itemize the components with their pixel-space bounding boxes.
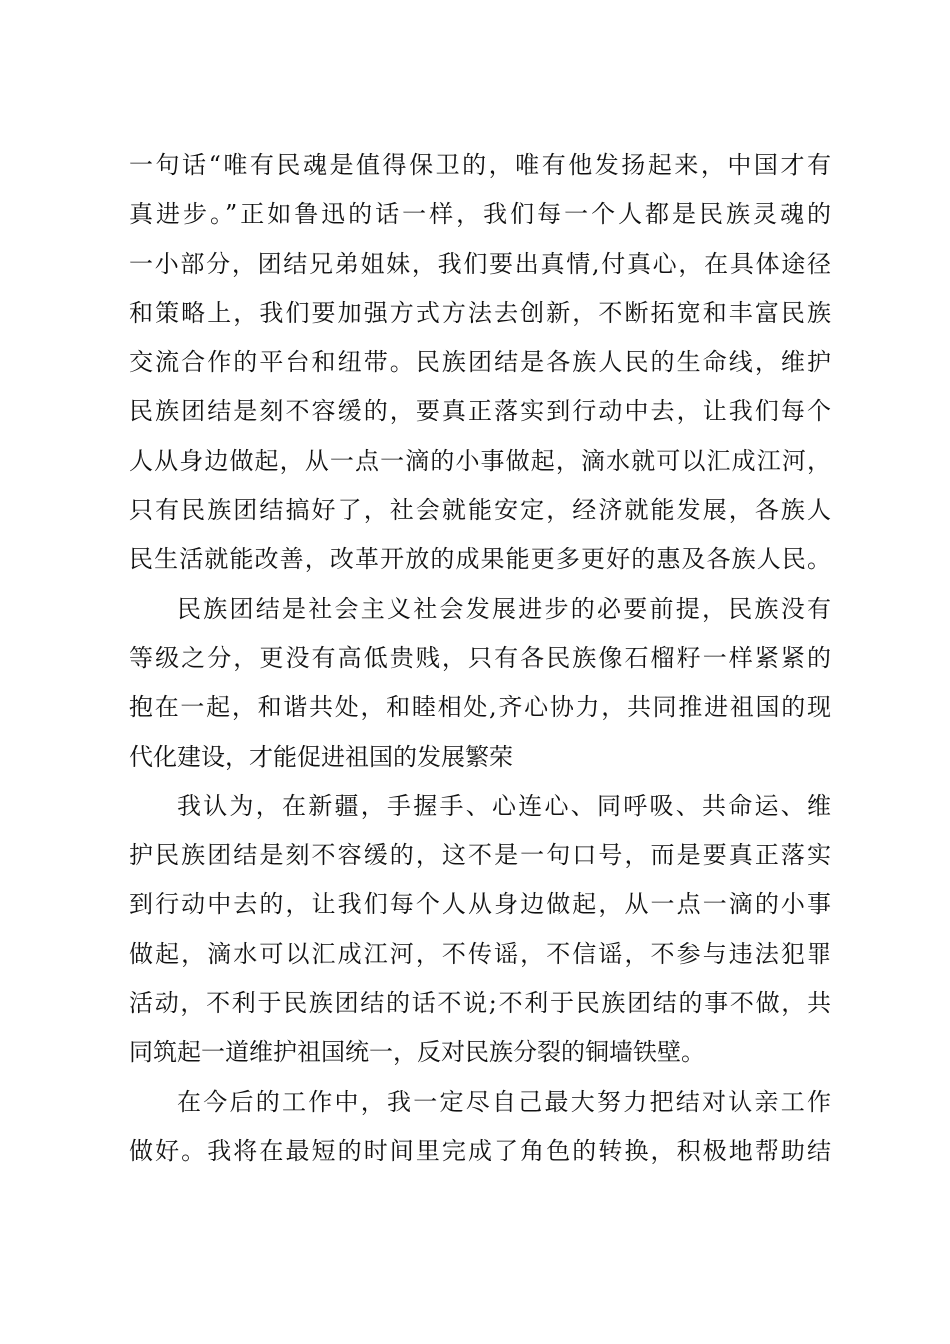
text-line: 一小部分，团结兄弟姐妹，我们要出真情,付真心，在具体途径 bbox=[129, 249, 831, 278]
document-body bbox=[129, 141, 831, 1176]
text-line: 只有民族团结搞好了，社会就能安定，经济就能发展，各族人 bbox=[129, 496, 831, 525]
text-line: 做好。我将在最短的时间里完成了角色的转换，积极地帮助结 bbox=[129, 1136, 831, 1165]
text-line: 护民族团结是刻不容缓的，这不是一句口号，而是要真正落实 bbox=[129, 841, 831, 870]
text-line: 人从身边做起，从一点一滴的小事做起，滴水就可以汇成江河， bbox=[129, 446, 831, 475]
text-line: 真进步。”正如鲁迅的话一样，我们每一个人都是民族灵魂的 bbox=[129, 200, 831, 229]
text-line: 在今后的工作中，我一定尽自己最大努力把结对认亲工作 bbox=[177, 1087, 831, 1116]
text-line: 抱在一起，和谐共处，和睦相处,齐心协力，共同推进祖国的现 bbox=[129, 693, 831, 722]
text-line: 和策略上，我们要加强方式方法去创新，不断拓宽和丰富民族 bbox=[129, 298, 831, 327]
paragraph bbox=[129, 141, 831, 585]
text-line: 到行动中去的，让我们每个人从身边做起，从一点一滴的小事 bbox=[129, 890, 831, 919]
paragraph bbox=[129, 1078, 831, 1177]
text-line: 我认为，在新疆，手握手、心连心、同呼吸、共命运、维 bbox=[177, 791, 831, 820]
text-line: 同筑起一道维护祖国统一，反对民族分裂的铜墙铁壁。 bbox=[129, 1038, 705, 1067]
paragraph bbox=[129, 782, 831, 1078]
text-line: 一句话“唯有民魂是值得保卫的，唯有他发扬起来，中国才有 bbox=[129, 151, 831, 179]
text-line: 民族团结是社会主义社会发展进步的必要前提，民族没有 bbox=[177, 594, 831, 623]
paragraph bbox=[129, 585, 831, 782]
text-line: 活动，不利于民族团结的话不说;不利于民族团结的事不做，共 bbox=[129, 989, 831, 1018]
text-line: 等级之分，更没有高低贵贱，只有各民族像石榴籽一样紧紧的 bbox=[129, 643, 831, 672]
text-line: 民生活就能改善，改革开放的成果能更多更好的惠及各族人民。 bbox=[129, 545, 831, 574]
text-line: 交流合作的平台和纽带。民族团结是各族人民的生命线，维护 bbox=[129, 348, 831, 377]
text-line: 代化建设，才能促进祖国的发展繁荣 bbox=[129, 742, 513, 771]
text-line: 民族团结是刻不容缓的，要真正落实到行动中去，让我们每个 bbox=[129, 397, 831, 426]
text-line: 做起，滴水可以汇成江河，不传谣，不信谣，不参与违法犯罪 bbox=[129, 939, 831, 968]
